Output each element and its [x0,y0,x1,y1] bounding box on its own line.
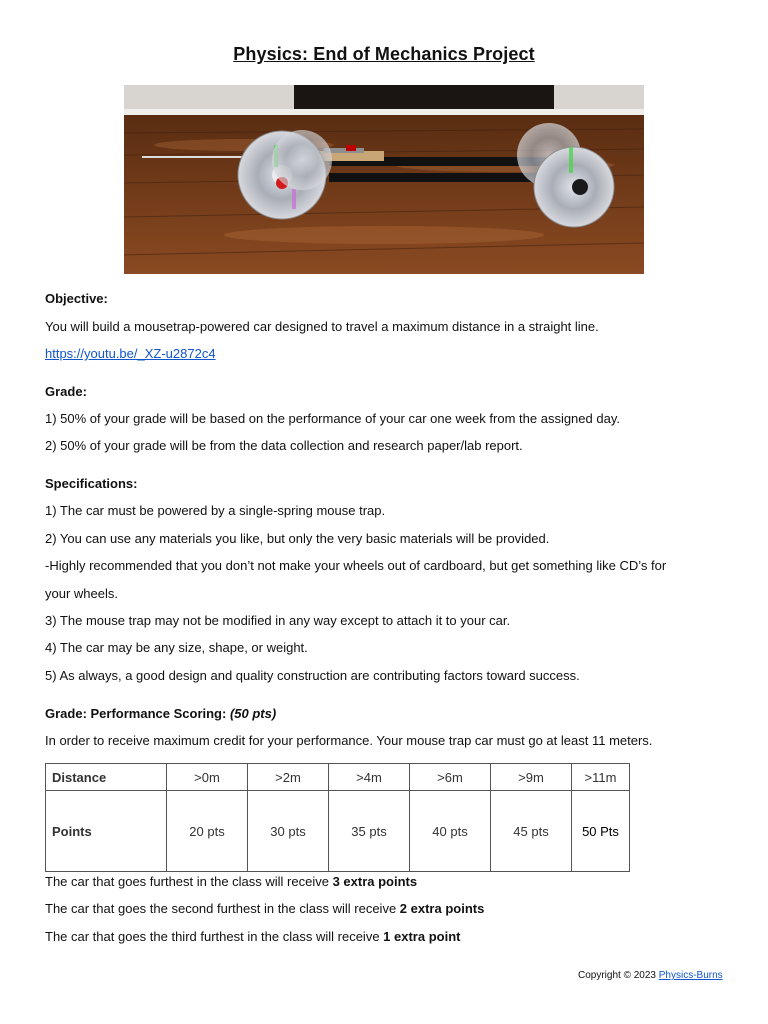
extra-points-text: The car that goes furthest in the class will receive [45,874,333,889]
distance-header: Distance [46,764,167,791]
spec-item: 4) The car may be any size, shape, or weight. [45,640,308,655]
extra-points-text: The car that goes the third furthest in the class will receive [45,929,384,944]
distance-cell: >9m [491,764,572,791]
distance-cell: >2m [248,764,329,791]
scoring-table [45,763,630,872]
page-title: Physics: End of Mechanics Project [233,44,535,64]
points-cell: 30 pts [248,791,329,872]
spec-item: 1) The car must be powered by a single-spring mouse trap. [45,503,386,518]
points-cell: 50 Pts [572,791,630,872]
points-row [46,791,630,872]
extra-points-line [45,874,417,890]
points-cell: 40 pts [410,791,491,872]
performance-heading-text: Grade: Performance Scoring: [45,706,230,721]
distance-cell: >6m [410,764,491,791]
extra-points-line [45,929,460,945]
extra-points-text: The car that goes the second furthest in the class will receive [45,901,400,916]
distance-row [46,764,630,791]
grade-item: 1) 50% of your grade will be based on the performance of your car one week from the assigned day. [45,411,620,426]
copyright-text: Copyright © 2023 [578,970,659,981]
points-cell: 35 pts [329,791,410,872]
objective-heading: Objective: [45,291,108,306]
spec-item: 2) You can use any materials you like, but only the very basic materials will be provided. [45,531,550,546]
mousetrap-car-photo [124,85,644,274]
extra-points-line [45,901,484,917]
copyright-footer [578,970,723,981]
performance-intro: In order to receive maximum credit for your performance. Your mouse trap car must go at least 11 meters. [45,733,653,748]
spec-item: -Highly recommended that you don’t not make your wheels out of cardboard, but get something like CD’s for [45,558,667,573]
spec-item: 3) The mouse trap may not be modified in any way except to attach it to your car. [45,613,511,628]
points-cell: 20 pts [167,791,248,872]
spec-item: your wheels. [45,586,118,601]
points-header: Points [46,791,167,872]
extra-points-amount: 3 extra points [332,874,418,889]
extra-points-amount: 1 extra point [383,929,461,944]
footer-link[interactable]: Physics-Burns [658,970,723,981]
distance-cell: >4m [329,764,410,791]
performance-points-note: (50 pts) [229,706,277,721]
objective-text: You will build a mousetrap-powered car designed to travel a maximum distance in a straight line. [45,319,599,334]
video-link[interactable]: https://youtu.be/_XZ-u2872c4 [45,346,216,361]
extra-points-amount: 2 extra points [399,901,485,916]
spec-item: 5) As always, a good design and quality construction are contributing factors toward success. [45,668,580,683]
distance-cell: >0m [167,764,248,791]
grade-heading: Grade: [45,384,87,399]
distance-cell: >11m [572,764,630,791]
points-cell: 45 pts [491,791,572,872]
specifications-heading: Specifications: [45,476,138,491]
performance-heading [45,706,276,722]
grade-item: 2) 50% of your grade will be from the data collection and research paper/lab report. [45,438,523,453]
